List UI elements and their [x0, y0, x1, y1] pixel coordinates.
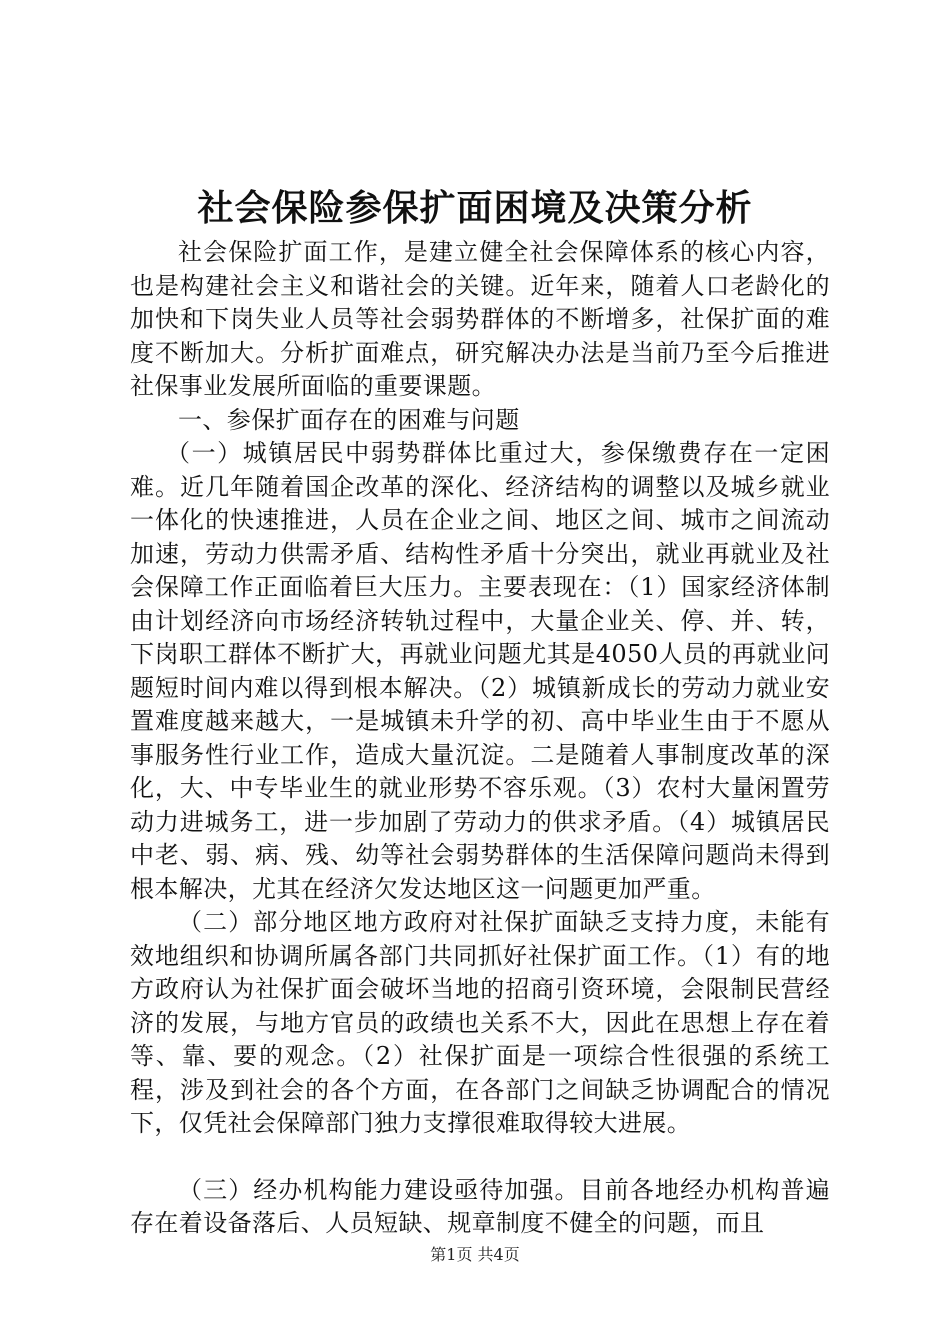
document-title: 社会保险参保扩面困境及决策分析 — [197, 187, 753, 229]
page-footer: 第1页 共4页 — [430, 1245, 520, 1264]
paragraph-item-1: （一）城镇居民中弱势群体比重过大，参保缴费存在一定困难。近几年随着国企改革的深化、经济结构的调整以及城乡就业一体化的快速推进，人员在企业之间、地区之间、城市之间流动加速，劳动力供需矛盾、结构性矛盾十分突出，就业再就业及社会保障工作正面临着巨大压力。主要表现在：（1）国家经济体制由计划经济向市场经济转轨过程中，大量企业关、停、并、转，下岗职工群体不断扩大，再就业问题尤其是4050人员的再就业问题短时间内难以得到根本解决。（2）城镇新成长的劳动力就业安置难度越来越大，一是城镇未升学的初、高中毕业生由于不愿从事服务性行业工作，造成大量沉淀。二是随着人事制度改革的深化，大、中专毕业生的就业形势不容乐观。（3）农村大量闲置劳动力进城务工，进一步加剧了劳动力的供求矛盾。（4）城镇居民中老、弱、病、残、幼等社会弱势群体的生活保障问题尚未得到根本解决，尤其在经济欠发达地区这一问题更加严重。 — [130, 439, 830, 903]
section-heading-1: 一、参保扩面存在的困难与问题 — [178, 405, 520, 434]
document-body — [130, 236, 830, 1241]
paragraph-intro: 社会保险扩面工作，是建立健全社会保障体系的核心内容，也是构建社会主义和谐社会的关键。近年来，随着人口老龄化的加快和下岗失业人员等社会弱势群体的不断增多，社保扩面的难度不断加大。分析扩面难点，研究解决办法是当前乃至今后推进社保事业发展所面临的重要课题。 — [130, 238, 830, 400]
paragraph-item-3: （三）经办机构能力建设亟待加强。目前各地经办机构普遍存在着设备落后、人员短缺、规章制度不健全的问题，而且 — [130, 1175, 830, 1237]
paragraph-item-2: （二）部分地区地方政府对社保扩面缺乏支持力度，未能有效地组织和协调所属各部门共同抓好社保扩面工作。（1）有的地方政府认为社保扩面会破坏当地的招商引资环境，会限制民营经济的发展，与地方官员的政绩也关系不大，因此在思想上存在着等、靠、要的观念。（2）社保扩面是一项综合性很强的系统工程，涉及到社会的各个方面，在各部门之间缺乏协调配合的情况下，仅凭社会保障部门独力支撑很难取得较大进展。 — [130, 908, 830, 1137]
